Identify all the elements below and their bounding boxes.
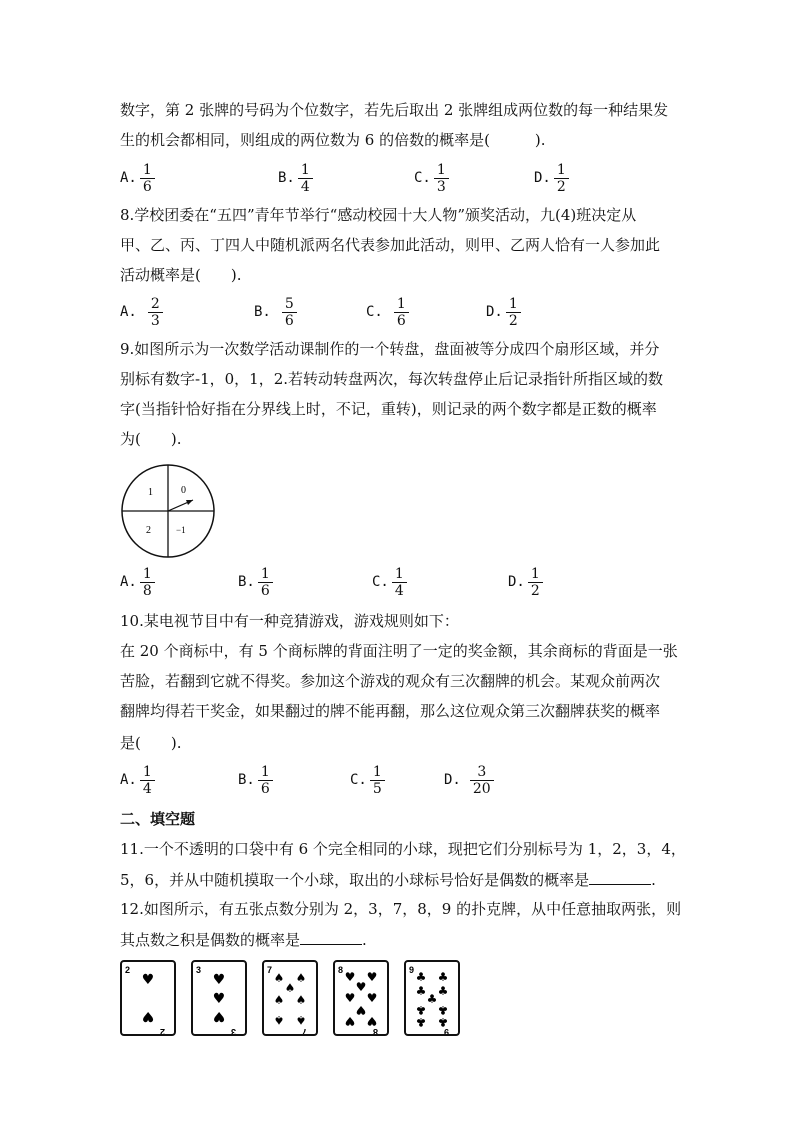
q9-option-c[interactable]: C. $\frac{1}{4}$ <box>372 560 407 604</box>
answer-blank[interactable] <box>300 932 362 945</box>
q7-options <box>120 156 720 200</box>
heart-icon: ♥ <box>366 970 378 984</box>
answer-blank[interactable] <box>589 872 651 885</box>
q8-text-line3: 活动概率是( ). <box>120 266 242 284</box>
q7-option-a[interactable]: A. $\frac{1}{6}$ <box>120 156 155 200</box>
heart-icon: ♥ <box>141 1008 155 1024</box>
spade-icon: ♠ <box>273 993 285 1007</box>
card-rank: 9 <box>443 1027 449 1034</box>
q10-options <box>120 758 720 802</box>
club-icon: ♣ <box>415 1003 427 1017</box>
card-2-hearts <box>120 960 176 1036</box>
q11-text-line1: 11.一个不透明的口袋中有 6 个完全相同的小球，现把它们分别标号为 1，2，3，4， <box>120 840 686 858</box>
card-rank: 2 <box>159 1027 165 1034</box>
club-icon: ♣ <box>426 992 438 1006</box>
section-heading: 二、填空题 <box>120 810 196 828</box>
q8-option-d[interactable]: D. $\frac{1}{2}$ <box>486 290 521 334</box>
heart-icon: ♥ <box>355 1003 367 1017</box>
q12-text-line2: 其点数之积是偶数的概率是 . <box>120 931 367 949</box>
q10-option-a[interactable]: A. $\frac{1}{4}$ <box>120 758 155 802</box>
q9-option-d[interactable]: D. $\frac{1}{2}$ <box>508 560 543 604</box>
heart-icon: ♥ <box>212 972 226 988</box>
club-icon: ♣ <box>415 970 427 984</box>
fraction: $\frac{1}{6}$ <box>394 296 409 329</box>
card-rank: 9 <box>409 965 415 975</box>
q9-text-line1: 9.如图所示为一次数学活动课制作的一个转盘，盘面被等分成四个扇形区域，并分 <box>120 340 660 358</box>
heart-icon: ♥ <box>366 991 378 1005</box>
club-icon: ♣ <box>437 1015 449 1029</box>
fraction: $\frac{1}{4}$ <box>298 162 313 195</box>
heart-icon: ♥ <box>344 1014 356 1028</box>
card-7-spades <box>262 960 318 1036</box>
playing-cards <box>120 960 480 1038</box>
club-icon: ♣ <box>437 1003 449 1017</box>
heart-icon: ♥ <box>212 1008 226 1024</box>
q7-option-b[interactable]: B. $\frac{1}{4}$ <box>278 156 313 200</box>
spinner-diagram <box>120 463 220 567</box>
q11-text-line2: 5，6，并从中随机摸取一个小球，取出的小球标号恰好是偶数的概率是 . <box>120 871 656 889</box>
q7-option-c[interactable]: C. $\frac{1}{3}$ <box>414 156 449 200</box>
card-rank: 2 <box>125 965 131 975</box>
q8-text-line2: 甲、乙、丙、丁四人中随机派两名代表参加此活动，则甲、乙两人恰有一人参加此 <box>120 236 661 254</box>
sector-label: 0 <box>181 485 186 496</box>
q10-text-line4: 翻牌均得若干奖金，如果翻过的牌不能再翻，那么这位观众第三次翻牌获奖的概率 <box>120 702 661 720</box>
q9-options <box>120 560 720 604</box>
spade-icon: ♠ <box>273 971 285 985</box>
q10-option-d[interactable]: D. $\frac{3}{20}$ <box>444 758 494 802</box>
q9-text-line3: 字(当指针恰好指在分界线上时，不记，重转)，则记录的两个数字都是正数的概率 <box>120 400 657 418</box>
card-rank: 8 <box>372 1027 378 1034</box>
fraction: $\frac{2}{3}$ <box>148 296 163 329</box>
card-rank: 3 <box>196 965 202 975</box>
q9-text-line2: 别标有数字-1，0，1，2.若转动转盘两次，每次转盘停止后记录指针所指区域的数 <box>120 370 664 388</box>
q7-text-line1: 数字，第 2 张牌的号码为个位数字，若先后取出 2 张牌组成两位数的每一种结果发 <box>120 101 669 119</box>
fraction: $\frac{1}{6}$ <box>258 566 273 599</box>
spade-icon: ♠ <box>295 1013 307 1027</box>
q10-text-line2: 在 20 个商标中，有 5 个商标牌的背面注明了一定的奖金额，其余商标的背面是一张 <box>120 642 678 660</box>
q7-option-d[interactable]: D. $\frac{1}{2}$ <box>534 156 569 200</box>
q12-text-line1: 12.如图所示，有五张点数分别为 2，3，7，8，9 的扑克牌，从中任意抽取两张，则 <box>120 900 682 918</box>
heart-icon: ♥ <box>355 980 367 994</box>
fraction: $\frac{1}{3}$ <box>434 162 449 195</box>
card-rank: 7 <box>301 1027 307 1034</box>
sector-label: 2 <box>146 525 151 536</box>
q8-option-b[interactable]: B. $\frac{5}{6}$ <box>254 290 297 334</box>
fraction: $\frac{1}{6}$ <box>140 162 155 195</box>
q10-text-line1: 10.某电视节目中有一种竞猜游戏，游戏规则如下： <box>120 612 459 630</box>
q8-text-line1: 8.学校团委在“五四”青年节举行“感动校园十大人物”颁奖活动，九(4)班决定从 <box>120 206 637 224</box>
club-icon: ♣ <box>415 1015 427 1029</box>
q8-options <box>120 290 720 334</box>
q9-option-b[interactable]: B. $\frac{1}{6}$ <box>238 560 273 604</box>
q10-option-b[interactable]: B. $\frac{1}{6}$ <box>238 758 273 802</box>
sector-label: −1 <box>176 525 186 535</box>
heart-icon: ♥ <box>141 972 155 988</box>
spade-icon: ♠ <box>284 981 296 995</box>
fraction: $\frac{1}{6}$ <box>258 764 273 797</box>
card-8-hearts <box>333 960 389 1036</box>
q8-option-a[interactable]: A. $\frac{2}{3}$ <box>120 290 163 334</box>
spade-icon: ♠ <box>273 1013 285 1027</box>
card-rank: 8 <box>338 965 344 975</box>
fraction: $\frac{1}{8}$ <box>140 566 155 599</box>
q9-option-a[interactable]: A. $\frac{1}{8}$ <box>120 560 155 604</box>
q7-text-line2: 生的机会都相同，则组成的两位数为 6 的倍数的概率是( ). <box>120 131 546 149</box>
club-icon: ♣ <box>437 970 449 984</box>
spade-icon: ♠ <box>295 993 307 1007</box>
fraction: $\frac{1}{2}$ <box>528 566 543 599</box>
fraction: $\frac{1}{4}$ <box>140 764 155 797</box>
fraction: $\frac{1}{4}$ <box>392 566 407 599</box>
club-icon: ♣ <box>415 984 427 998</box>
heart-icon: ♥ <box>344 991 356 1005</box>
heart-icon: ♥ <box>366 1014 378 1028</box>
fraction: $\frac{3}{20}$ <box>470 764 494 797</box>
q10-text-line3: 苦脸，若翻到它就不得奖。参加这个游戏的观众有三次翻牌的机会。某观众前两次 <box>120 672 661 690</box>
fraction: $\frac{1}{5}$ <box>370 764 385 797</box>
fraction: $\frac{1}{2}$ <box>506 296 521 329</box>
q10-text-line5: 是( ). <box>120 734 182 752</box>
heart-icon: ♥ <box>344 970 356 984</box>
card-9-clubs <box>404 960 460 1036</box>
q10-option-c[interactable]: C. $\frac{1}{5}$ <box>350 758 385 802</box>
fraction: $\frac{1}{2}$ <box>554 162 569 195</box>
q8-option-c[interactable]: C. $\frac{1}{6}$ <box>366 290 409 334</box>
fraction: $\frac{5}{6}$ <box>282 296 297 329</box>
sector-label: 1 <box>148 487 153 498</box>
card-3-hearts <box>191 960 247 1036</box>
card-rank: 7 <box>267 965 273 975</box>
club-icon: ♣ <box>437 984 449 998</box>
q9-text-line4: 为( ). <box>120 430 182 448</box>
card-rank: 3 <box>230 1027 236 1034</box>
spade-icon: ♠ <box>295 971 307 985</box>
heart-icon: ♥ <box>212 991 226 1007</box>
